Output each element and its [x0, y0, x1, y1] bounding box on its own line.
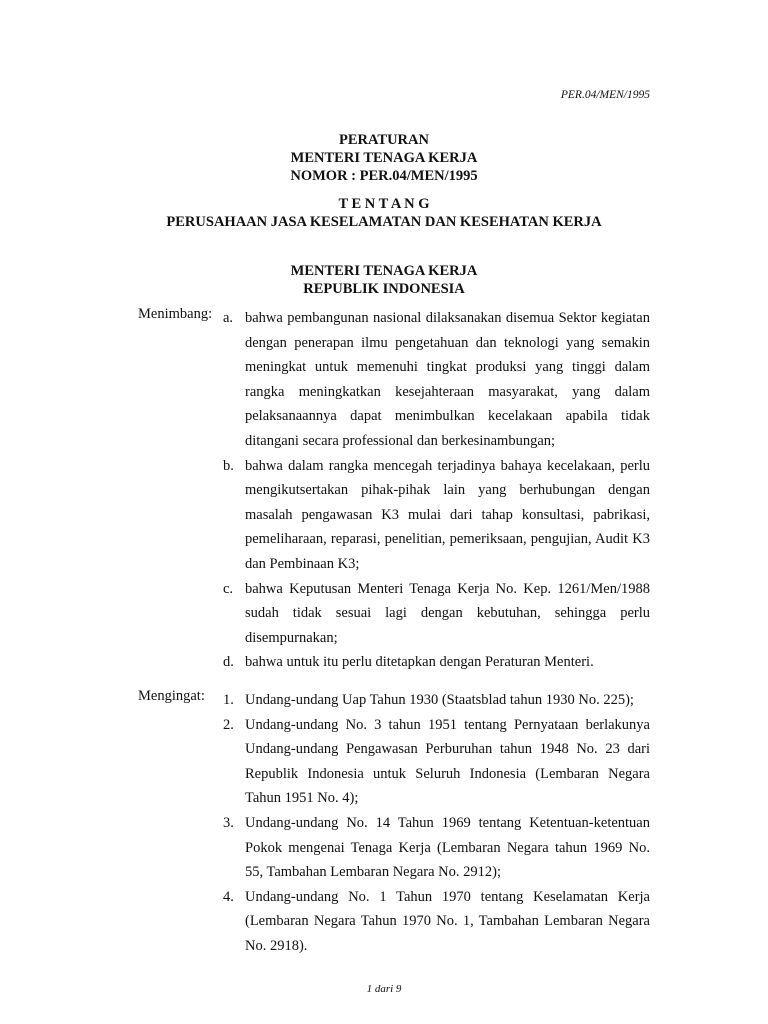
- minister-heading: [0, 262, 768, 298]
- item-text: Undang-undang No. 3 tahun 1951 tentang Pernyataan berlakunya Undang-undang Pengawasan Perburuhan tahun 1948 No. 23 dari Republik Indonesia untuk Seluruh Indonesia (Lembaran Negara Tahun 1951 No. 4);: [245, 716, 650, 807]
- mengingat-item: [223, 885, 650, 959]
- menimbang-list: [223, 306, 650, 675]
- heading-republic: REPUBLIK INDONESIA: [303, 281, 465, 297]
- item-number: b.: [223, 457, 234, 474]
- item-text: Undang-undang No. 1 Tahun 1970 tentang Keselamatan Kerja (Lembaran Negara Tahun 1970 No. 1, Tambahan Lembaran Negara No. 2918).: [245, 888, 650, 954]
- regulation-heading: [0, 131, 768, 185]
- mengingat-item: [223, 688, 650, 713]
- heading-line-menteri: MENTERI TENAGA KERJA: [290, 150, 478, 166]
- item-number: 3.: [223, 814, 234, 831]
- document-reference: PER.04/MEN/1995: [560, 89, 650, 101]
- item-number: 2.: [223, 716, 234, 733]
- item-text: bahwa dalam rangka mencegah terjadinya bahaya kecelakaan, perlu mengikutsertakan pihak-pihak lain yang berhubungan dengan masalah pengawasan K3 mulai dari tahap konsultasi, pabrikasi, pemeliharaan, reparasi, penelitian, pemeriksaan, pengujian, Audit K3 dan Pembinaan K3;: [245, 457, 650, 572]
- heading-subject: PERUSAHAAN JASA KESELAMATAN DAN KESEHATAN KERJA: [166, 214, 602, 230]
- menimbang-item: [223, 454, 650, 577]
- page-number: 1 dari 9: [366, 983, 402, 995]
- heading-line-peraturan: PERATURAN: [339, 132, 429, 148]
- item-text: bahwa untuk itu perlu ditetapkan dengan Peraturan Menteri.: [245, 654, 594, 671]
- item-number: 4.: [223, 888, 234, 905]
- item-text: Undang-undang Uap Tahun 1930 (Staatsblad tahun 1930 No. 225);: [245, 692, 634, 708]
- heading-minister: MENTERI TENAGA KERJA: [290, 263, 478, 279]
- heading-tentang: T E N T A N G: [338, 196, 430, 212]
- item-text: Undang-undang No. 14 Tahun 1969 tentang Ketentuan-ketentuan Pokok mengenai Tenaga Kerja (Lembaran Negara tahun 1969 No. 55, Tambahan Lembaran Negara No. 2912);: [245, 814, 650, 881]
- menimbang-item: [223, 577, 650, 651]
- item-number: d.: [223, 654, 234, 671]
- item-text: bahwa Keputusan Menteri Tenaga Kerja No. Kep. 1261/Men/1988 sudah tidak sesuai lagi dengan kebutuhan, sehingga perlu disempurnakan;: [245, 580, 650, 646]
- mengingat-list: [223, 688, 650, 959]
- menimbang-label: Menimbang:: [138, 306, 213, 322]
- item-number: 1.: [223, 692, 234, 708]
- mengingat-item: [223, 811, 650, 885]
- menimbang-item: [223, 306, 650, 454]
- subject-heading: [0, 195, 768, 231]
- menimbang-item: [223, 650, 650, 675]
- heading-line-nomor: NOMOR : PER.04/MEN/1995: [290, 168, 478, 184]
- mengingat-item: [223, 713, 650, 811]
- item-number: a.: [223, 310, 234, 326]
- mengingat-label: Mengingat:: [138, 688, 205, 704]
- item-number: c.: [223, 580, 234, 597]
- item-text: bahwa pembangunan nasional dilaksanakan disemua Sektor kegiatan dengan penerapan ilmu pengetahuan dan teknologi yang semakin meningkat untuk memenuhi tingkat produksi yang tinggi dalam rangka meningkatkan kesejahteraan masyarakat, yang dalam pelaksanaannya dapat menimbulkan kecelakaan apabila tidak ditangani secara professional dan berkesinambungan;: [245, 310, 650, 449]
